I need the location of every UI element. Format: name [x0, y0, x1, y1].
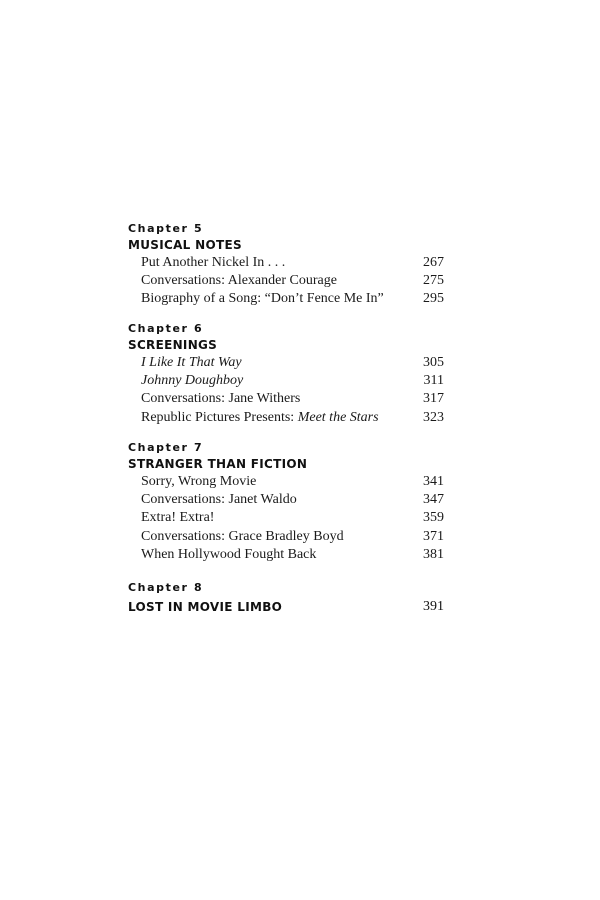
toc-entry[interactable] [128, 528, 444, 546]
toc-entry[interactable] [128, 290, 444, 308]
chapter-label: Chapter 5 [128, 222, 204, 235]
chapter-title-text: MUSICAL NOTES [128, 238, 242, 252]
entry-title-italic: Meet the Stars [297, 409, 379, 425]
toc-entry[interactable] [128, 254, 444, 272]
entry-page-number: 359 [423, 510, 444, 526]
entry-page-number: 267 [423, 255, 444, 270]
chapter-6 [128, 322, 444, 427]
chapter-page-number: 391 [423, 599, 444, 614]
toc-entry[interactable] [128, 491, 444, 509]
chapter-title[interactable] [128, 598, 444, 616]
entry-page-number: 371 [423, 528, 444, 544]
entry-title [141, 409, 379, 427]
entry-page-number: 295 [423, 291, 444, 307]
entry-title: When Hollywood Fought Back [141, 546, 317, 562]
entry-title: Extra! Extra! [141, 510, 215, 526]
entry-page-number: 323 [423, 409, 444, 425]
chapter-title-text: STRANGER THAN FICTION [128, 457, 308, 471]
entry-title: Johnny Doughboy [141, 373, 244, 389]
entry-title-prefix: Republic Pictures Presents: [141, 409, 298, 425]
entry-page-number: 311 [423, 373, 444, 389]
entry-title: Conversations: Janet Waldo [141, 492, 297, 508]
toc-entry[interactable] [128, 509, 444, 527]
chapter-title-text: LOST IN MOVIE LIMBO [128, 600, 283, 614]
chapter-8 [128, 581, 444, 616]
chapter-title-text: SCREENINGS [128, 338, 218, 352]
entry-title: Conversations: Grace Bradley Boyd [141, 528, 344, 544]
toc-entry[interactable] [128, 372, 444, 390]
chapter-label: Chapter 7 [128, 441, 204, 454]
chapter-label: Chapter 8 [128, 581, 204, 594]
chapter-title [128, 455, 444, 473]
toc-entry[interactable] [128, 390, 444, 408]
entry-title: Conversations: Alexander Courage [141, 273, 337, 289]
entry-title: Put Another Nickel In . . . [141, 255, 286, 270]
entry-title: Sorry, Wrong Movie [141, 474, 257, 489]
toc-entry[interactable] [128, 546, 444, 564]
chapter-7 [128, 441, 444, 564]
toc-entry[interactable] [128, 272, 444, 290]
entry-page-number: 305 [423, 355, 444, 370]
entry-page-number: 275 [423, 273, 444, 289]
entry-title: Conversations: Jane Withers [141, 391, 301, 407]
entry-page-number: 317 [423, 391, 444, 407]
toc-entry[interactable] [128, 409, 444, 427]
entry-page-number: 381 [423, 546, 444, 562]
chapter-label: Chapter 6 [128, 322, 204, 335]
toc-entry[interactable] [128, 473, 444, 491]
chapter-5 [128, 222, 444, 309]
chapter-title [128, 236, 444, 254]
entry-title: Biography of a Song: “Don’t Fence Me In” [141, 291, 384, 307]
toc-entry[interactable] [128, 354, 444, 372]
entry-page-number: 347 [423, 492, 444, 508]
entry-title: I Like It That Way [141, 355, 242, 370]
entry-page-number: 341 [423, 474, 444, 489]
chapter-title [128, 336, 444, 354]
